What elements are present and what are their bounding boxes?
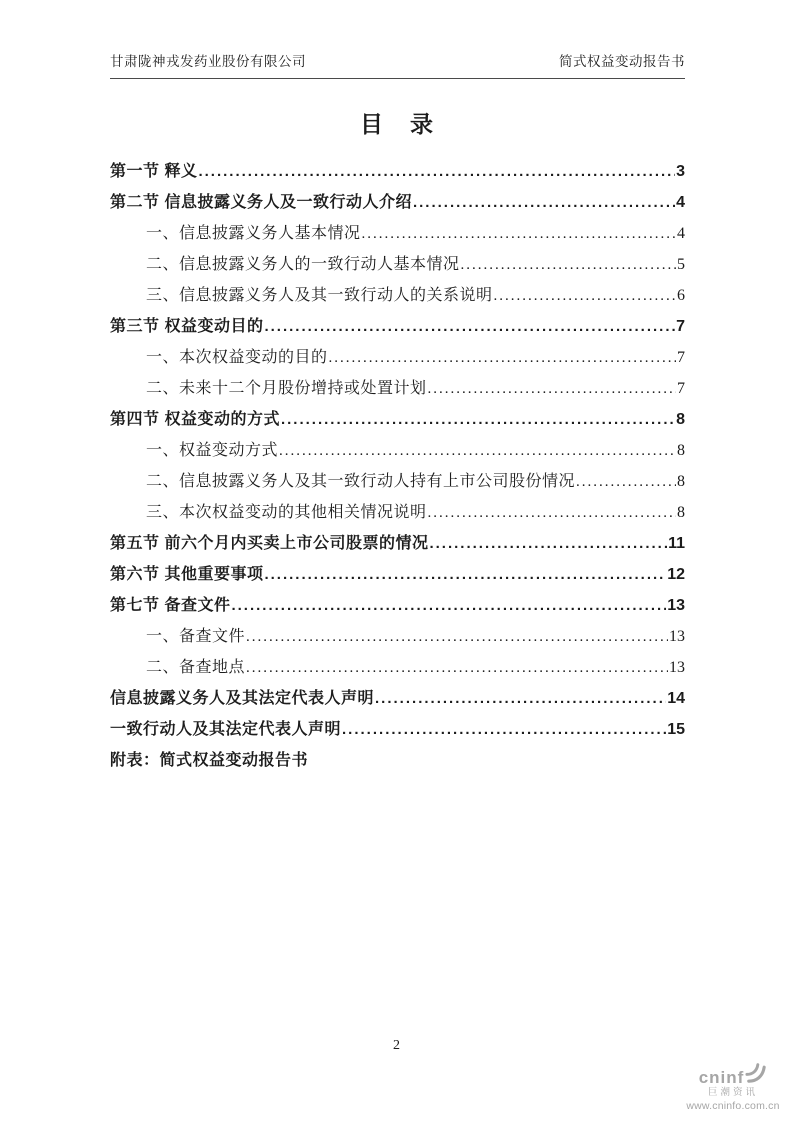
toc-entry[interactable]	[110, 226, 685, 242]
toc-entry[interactable]	[110, 567, 685, 583]
toc-entry-label: 一、信息披露义务人基本情况	[146, 225, 361, 242]
toc-entry-page-number: 5	[677, 256, 685, 273]
cninfo-logo-top	[677, 1067, 789, 1088]
toc-entry-label: 第三节 权益变动目的	[110, 318, 264, 335]
toc-entry[interactable]	[110, 164, 685, 180]
header-company-name: 甘肃陇神戎发药业股份有限公司	[110, 54, 306, 69]
toc-entry-page-number: 8	[677, 473, 685, 490]
toc-entry-label: 二、信息披露义务人的一致行动人基本情况	[146, 256, 460, 273]
toc-entry[interactable]	[110, 443, 685, 459]
toc-entry-page-number: 14	[667, 690, 685, 707]
toc-entry-dot-leader	[428, 505, 676, 521]
toc-entry[interactable]	[110, 722, 685, 738]
cninfo-logo	[677, 1067, 789, 1112]
toc-entry-label: 信息披露义务人及其法定代表人声明	[110, 690, 375, 707]
toc-entry-dot-leader	[198, 164, 675, 180]
toc-entry[interactable]	[110, 691, 685, 707]
toc-entry-dot-leader	[342, 722, 666, 738]
cninfo-chinese-name: 巨潮资讯	[707, 1087, 758, 1099]
toc-entry-page-number: 4	[677, 225, 685, 242]
toc-entry-dot-leader	[494, 288, 676, 304]
toc-entry-page-number: 11	[668, 535, 685, 552]
toc-entry[interactable]	[110, 536, 685, 552]
page-title: 目 录	[360, 111, 435, 137]
toc-entry-dot-leader	[264, 567, 666, 583]
toc-entry-dot-leader	[281, 412, 675, 428]
toc-entry-label: 第二节 信息披露义务人及一致行动人介绍	[110, 194, 412, 211]
toc-entry-label: 二、信息披露义务人及其一致行动人持有上市公司股份情况	[146, 473, 576, 490]
footer-page-number: 2	[393, 1038, 400, 1053]
toc-entry-label: 一、备查文件	[146, 628, 246, 645]
cninfo-brand-text: cninf	[698, 1067, 745, 1087]
toc-entry-dot-leader	[264, 319, 675, 335]
cninfo-swirl-icon	[745, 1063, 767, 1088]
toc-entry-dot-leader	[246, 660, 668, 676]
toc-entry-page-number: 12	[667, 566, 685, 583]
toc-entry-label: 二、未来十二个月股份增持或处置计划	[146, 380, 427, 397]
toc-entry[interactable]	[110, 753, 685, 769]
toc-entry-label: 第一节 释义	[110, 163, 198, 180]
toc-entry[interactable]	[110, 350, 685, 366]
toc-entry-label: 附表：简式权益变动报告书	[110, 752, 309, 769]
toc-entry-dot-leader	[576, 474, 676, 490]
toc-entry-page-number: 13	[667, 597, 685, 614]
toc-entry-label: 一致行动人及其法定代表人声明	[110, 721, 342, 738]
toc-entry[interactable]	[110, 660, 685, 676]
toc-entry-label: 一、本次权益变动的目的	[146, 349, 328, 366]
toc-entry-dot-leader	[428, 381, 676, 397]
toc-entry[interactable]	[110, 629, 685, 645]
toc-entry-dot-leader	[329, 350, 676, 366]
toc-entry-dot-leader	[375, 691, 666, 707]
toc-entry-dot-leader	[246, 629, 668, 645]
toc-entry-page-number: 13	[669, 659, 685, 676]
page-header	[110, 50, 685, 79]
toc-entry-label: 第四节 权益变动的方式	[110, 411, 280, 428]
toc-entry[interactable]	[110, 195, 685, 211]
toc-entry-dot-leader	[429, 536, 667, 552]
toc-entry-page-number: 13	[669, 628, 685, 645]
toc-entry-page-number: 8	[676, 411, 685, 428]
toc-entry-label: 第七节 备查文件	[110, 597, 231, 614]
toc-entry-page-number: 7	[677, 349, 685, 366]
toc-entry-label: 一、权益变动方式	[146, 442, 279, 459]
toc-entry-page-number: 15	[667, 721, 685, 738]
toc-entry[interactable]	[110, 474, 685, 490]
toc-entry[interactable]	[110, 288, 685, 304]
toc-entry-page-number: 3	[676, 163, 685, 180]
toc-entry-dot-leader	[461, 257, 676, 273]
toc-entry-page-number: 6	[677, 287, 685, 304]
toc-entry-dot-leader	[231, 598, 666, 614]
header-report-title: 简式权益变动报告书	[559, 54, 685, 69]
toc-entry-page-number: 7	[677, 380, 685, 397]
cninfo-url: www.cninfo.com.cn	[686, 1099, 780, 1112]
toc-entry-dot-leader	[413, 195, 675, 211]
toc-entry[interactable]	[110, 412, 685, 428]
toc-entry-dot-leader	[362, 226, 676, 242]
toc-entry-label: 三、本次权益变动的其他相关情况说明	[146, 504, 427, 521]
toc-entry-dot-leader	[279, 443, 676, 459]
toc-entry[interactable]	[110, 319, 685, 335]
toc-entry-label: 第六节 其他重要事项	[110, 566, 264, 583]
toc-entry-page-number: 4	[676, 194, 685, 211]
toc-entry-label: 二、备查地点	[146, 659, 246, 676]
toc-entry[interactable]	[110, 505, 685, 521]
toc-entry-label: 三、信息披露义务人及其一致行动人的关系说明	[146, 287, 493, 304]
toc-list	[110, 164, 685, 769]
toc-entry[interactable]	[110, 598, 685, 614]
toc-entry-page-number: 8	[677, 504, 685, 521]
toc-entry-page-number: 8	[677, 442, 685, 459]
toc-entry[interactable]	[110, 257, 685, 273]
toc-entry[interactable]	[110, 381, 685, 397]
toc-entry-label: 第五节 前六个月内买卖上市公司股票的情况	[110, 535, 429, 552]
toc-entry-page-number: 7	[676, 318, 685, 335]
